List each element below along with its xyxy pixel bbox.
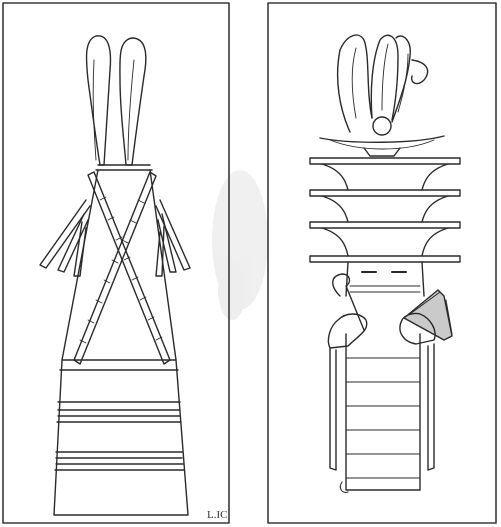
- pillar-shaft-top: [346, 262, 424, 296]
- djed-tiers: [310, 158, 460, 262]
- crown-horns: [320, 136, 444, 142]
- column-bands: [346, 358, 420, 478]
- crown-left-plume: [338, 35, 372, 132]
- artist-mark: L.IC: [207, 509, 228, 521]
- crossed-strap-b: [74, 172, 156, 364]
- djed-pillar-with-atef-crown-icon: [310, 35, 460, 492]
- lower-column: [346, 334, 420, 490]
- right-streamer-3: [156, 226, 164, 276]
- base-bands: [55, 360, 184, 470]
- standard-body: [54, 170, 188, 515]
- paper-stain: [212, 170, 268, 320]
- crossed-strap-a: [88, 172, 170, 364]
- crown-center: [371, 35, 398, 120]
- flail-icon: [404, 290, 452, 340]
- left-hand: [328, 314, 366, 348]
- right-panel-frame: [268, 3, 496, 523]
- right-plume: [120, 38, 146, 165]
- left-plume: [86, 36, 110, 165]
- right-streamer-2: [158, 214, 176, 272]
- crook-icon: [333, 274, 364, 330]
- left-panel-frame: [3, 3, 229, 523]
- crown-right-plume: [392, 36, 410, 122]
- double-plume-standard-icon: [40, 36, 190, 515]
- sun-disk: [373, 117, 391, 135]
- crown-horn-curl: [412, 60, 428, 83]
